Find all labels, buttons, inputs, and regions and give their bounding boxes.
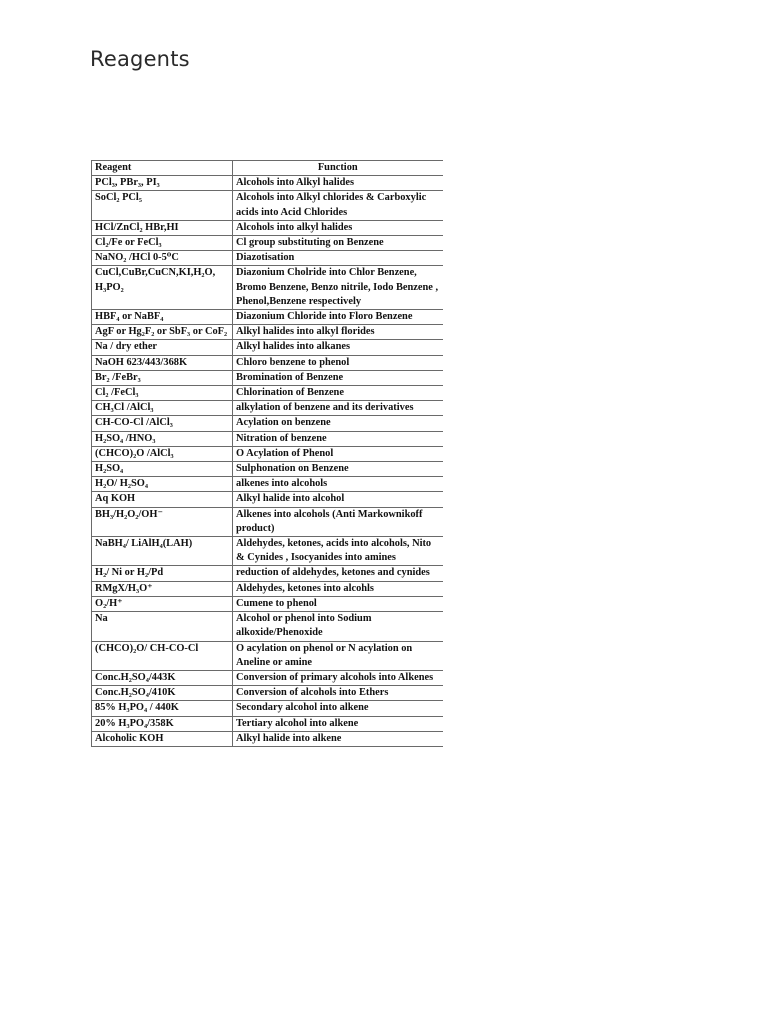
reagent-cell: Aq KOH bbox=[92, 492, 233, 507]
reagent-cell: BH₃/H₂O₂/OH⁻ bbox=[92, 507, 233, 536]
reagents-table-container bbox=[91, 160, 442, 747]
reagent-cell: Br₂ /FeBr₃ bbox=[92, 370, 233, 385]
table-row bbox=[92, 462, 443, 477]
function-cell: Cl group substituting on Benzene bbox=[233, 236, 443, 251]
table-row bbox=[92, 566, 443, 581]
reagent-cell: H₂O/ H₂SO₄ bbox=[92, 477, 233, 492]
function-cell: Sulphonation on Benzene bbox=[233, 462, 443, 477]
function-cell: O acylation on phenol or N acylation on Aneline or amine bbox=[233, 641, 443, 670]
reagent-cell: PCl₃, PBr₃, PI₃ bbox=[92, 176, 233, 191]
table-row bbox=[92, 416, 443, 431]
header-function: Function bbox=[233, 161, 443, 176]
reagent-cell: 20% H₃PO₄/358K bbox=[92, 716, 233, 731]
function-cell: Alcohols into Alkyl halides bbox=[233, 176, 443, 191]
function-cell: Tertiary alcohol into alkene bbox=[233, 716, 443, 731]
table-row bbox=[92, 731, 443, 746]
function-cell: Secondary alcohol into alkene bbox=[233, 701, 443, 716]
table-row bbox=[92, 310, 443, 325]
function-cell: Alkyl halides into alkyl florides bbox=[233, 325, 443, 340]
reagent-cell: Cl₂ /FeCl₃ bbox=[92, 386, 233, 401]
reagents-table bbox=[91, 160, 443, 747]
table-row bbox=[92, 325, 443, 340]
reagent-cell: CH-CO-Cl /AlCl₃ bbox=[92, 416, 233, 431]
function-cell: reduction of aldehydes, ketones and cynides bbox=[233, 566, 443, 581]
reagent-cell: CH₃Cl /AlCl₃ bbox=[92, 401, 233, 416]
table-row bbox=[92, 670, 443, 685]
function-cell: Alcohols into alkyl halides bbox=[233, 220, 443, 235]
reagent-cell: Conc.H₂SO₄/443K bbox=[92, 670, 233, 685]
function-cell: Alcohols into Alkyl chlorides & Carboxylic acids into Acid Chlorides bbox=[233, 191, 443, 220]
function-cell: Alcohol or phenol into Sodium alkoxide/Phenoxide bbox=[233, 612, 443, 641]
table-row bbox=[92, 686, 443, 701]
table-row bbox=[92, 612, 443, 641]
reagent-cell: Conc.H₂SO₄/410K bbox=[92, 686, 233, 701]
reagent-cell: NaBH₄/ LiAlH₄(LAH) bbox=[92, 537, 233, 566]
function-cell: Chlorination of Benzene bbox=[233, 386, 443, 401]
table-row bbox=[92, 596, 443, 611]
reagent-cell: AgF or Hg₂F₂ or SbF₃ or CoF₂ bbox=[92, 325, 233, 340]
reagent-cell: HBF₄ or NaBF₄ bbox=[92, 310, 233, 325]
function-cell: Bromination of Benzene bbox=[233, 370, 443, 385]
function-cell: alkylation of benzene and its derivatives bbox=[233, 401, 443, 416]
table-row bbox=[92, 266, 443, 310]
function-cell: Aldehydes, ketones, acids into alcohols, Nito & Cynides , Isocyanides into amines bbox=[233, 537, 443, 566]
table-row bbox=[92, 386, 443, 401]
reagent-cell: H₂/ Ni or H₂/Pd bbox=[92, 566, 233, 581]
reagent-cell: Na bbox=[92, 612, 233, 641]
table-row bbox=[92, 492, 443, 507]
reagent-cell: Cl₂/Fe or FeCl₃ bbox=[92, 236, 233, 251]
table-row bbox=[92, 355, 443, 370]
table-row bbox=[92, 401, 443, 416]
table-row bbox=[92, 340, 443, 355]
table-row bbox=[92, 701, 443, 716]
reagent-cell: Na / dry ether bbox=[92, 340, 233, 355]
function-cell: Diazotisation bbox=[233, 251, 443, 266]
table-row bbox=[92, 641, 443, 670]
reagent-cell: NaOH 623/443/368K bbox=[92, 355, 233, 370]
function-cell: Alkenes into alcohols (Anti Markownikoff product) bbox=[233, 507, 443, 536]
reagent-cell: (CHCO)₂O /AlCl₃ bbox=[92, 446, 233, 461]
page-title: Reagents bbox=[90, 47, 190, 71]
reagent-cell: HCl/ZnCl₂ HBr,HI bbox=[92, 220, 233, 235]
function-cell: Nitration of benzene bbox=[233, 431, 443, 446]
table-row bbox=[92, 431, 443, 446]
function-cell: Conversion of alcohols into Ethers bbox=[233, 686, 443, 701]
reagent-cell: H₂SO₄ bbox=[92, 462, 233, 477]
function-cell: Conversion of primary alcohols into Alkenes bbox=[233, 670, 443, 685]
table-row bbox=[92, 446, 443, 461]
reagent-cell: 85% H₃PO₄ / 440K bbox=[92, 701, 233, 716]
function-cell: Alkyl halide into alkene bbox=[233, 731, 443, 746]
function-cell: Cumene to phenol bbox=[233, 596, 443, 611]
table-row bbox=[92, 507, 443, 536]
reagent-cell: NaNO₂ /HCl 0-5⁰C bbox=[92, 251, 233, 266]
reagent-cell: Alcoholic KOH bbox=[92, 731, 233, 746]
table-row bbox=[92, 176, 443, 191]
function-cell: Chloro benzene to phenol bbox=[233, 355, 443, 370]
reagent-cell: CuCl,CuBr,CuCN,KI,H₂O, H₃PO₂ bbox=[92, 266, 233, 310]
function-cell: alkenes into alcohols bbox=[233, 477, 443, 492]
table-row bbox=[92, 537, 443, 566]
function-cell: O Acylation of Phenol bbox=[233, 446, 443, 461]
table-row bbox=[92, 251, 443, 266]
reagent-cell: H₂SO₄ /HNO₃ bbox=[92, 431, 233, 446]
function-cell: Acylation on benzene bbox=[233, 416, 443, 431]
table-row bbox=[92, 581, 443, 596]
reagent-cell: RMgX/H₃O⁺ bbox=[92, 581, 233, 596]
table-row bbox=[92, 220, 443, 235]
reagent-cell: (CHCO)₂O/ CH-CO-Cl bbox=[92, 641, 233, 670]
function-cell: Aldehydes, ketones into alcohls bbox=[233, 581, 443, 596]
table-row bbox=[92, 236, 443, 251]
table-row bbox=[92, 191, 443, 220]
function-cell: Diazonium Cholride into Chlor Benzene, Bromo Benzene, Benzo nitrile, Iodo Benzene , Phenol,Benzene respectively bbox=[233, 266, 443, 310]
reagent-cell: O₂/H⁺ bbox=[92, 596, 233, 611]
function-cell: Diazonium Chloride into Floro Benzene bbox=[233, 310, 443, 325]
function-cell: Alkyl halide into alcohol bbox=[233, 492, 443, 507]
table-row bbox=[92, 477, 443, 492]
table-row bbox=[92, 716, 443, 731]
header-reagent: Reagent bbox=[92, 161, 233, 176]
table-row bbox=[92, 370, 443, 385]
reagent-cell: SoCl₂ PCl₅ bbox=[92, 191, 233, 220]
table-header-row bbox=[92, 161, 443, 176]
function-cell: Alkyl halides into alkanes bbox=[233, 340, 443, 355]
